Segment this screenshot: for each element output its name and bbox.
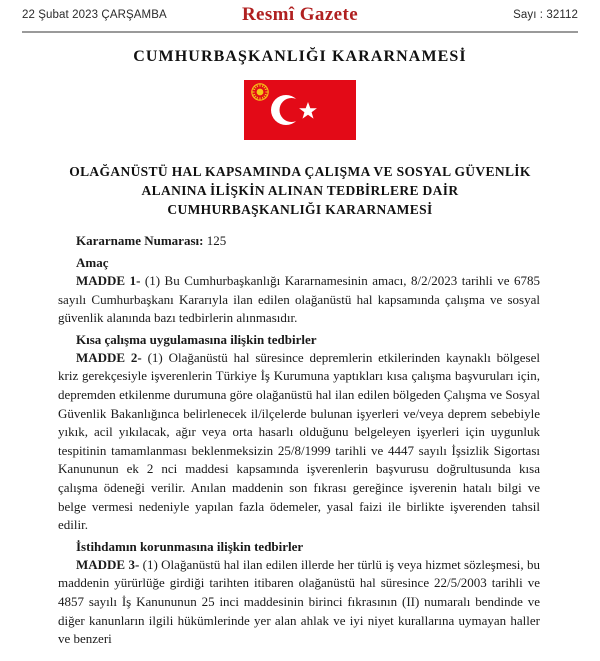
article-paragraph	[58, 272, 540, 328]
section-istihdamin-korunmasi	[58, 539, 540, 649]
article-label: MADDE 1-	[76, 273, 141, 288]
section-amac	[58, 255, 540, 328]
issue-number: Sayı : 32112	[513, 9, 578, 21]
flag-graphic	[244, 80, 356, 140]
article-text: (1) Olağanüstü hal ilan edilen illerde her türlü iş veya hizmet sözleşmesi, bu maddenin yürürlüğe girdiği tarihten itibaren olağanüstü hal süresince 22/5/2003 tarihli ve 4857 sayılı İş Kanununun 25 inci maddesinin birinci fıkrasının (II) numaralı bendinde ve diğer kanunların ilgili hükümlerinde yer alan ahlak ve iyi niyet kurallarına uymayan haller ve benzeri	[58, 556, 540, 647]
document-title-line-3: CUMHURBAŞKANLIĞI KARARNAMESİ	[167, 202, 433, 217]
document-body	[58, 233, 540, 649]
article-paragraph	[58, 556, 540, 649]
decree-number	[58, 233, 540, 249]
decree-number-label: Kararname Numarası:	[76, 233, 204, 248]
section-heading: İstihdamın korunmasına ilişkin tedbirler	[76, 538, 304, 554]
decree-kind-heading: CUMHURBAŞKANLIĞI KARARNAMESİ	[133, 48, 467, 65]
decree-number-value: 125	[206, 233, 227, 248]
section-heading: Kısa çalışma uygulamasına ilişkin tedbirler	[76, 331, 317, 347]
article-label: MADDE 2-	[76, 349, 142, 365]
section-kisa-calisma	[58, 332, 540, 535]
article-text: (1) Bu Cumhurbaşkanlığı Kararnamesinin amacı, 8/2/2023 tarihli ve 6785 sayılı Cumhurbaşkanı Kararıyla ilan edilen olağanüstü hal kapsamında çalışma ve sosyal güvenlik alanında bazı tedbirlerin alınmasıdır.	[58, 273, 540, 326]
document-title-line-1: OLAĞANÜSTÜ HAL KAPSAMINDA ÇALIŞMA VE SOSYAL GÜVENLİK	[69, 164, 531, 179]
article-paragraph	[58, 349, 540, 535]
presidential-sun-icon	[252, 84, 269, 101]
publication-date: 22 Şubat 2023 ÇARŞAMBA	[22, 9, 167, 21]
document-title-line-2: ALANINA İLİŞKİN ALINAN TEDBİRLERE DAİR	[141, 183, 459, 198]
emblem-container	[0, 80, 600, 140]
document-title	[0, 162, 600, 219]
masthead	[0, 0, 600, 30]
section-heading: Amaç	[76, 255, 109, 270]
article-label: MADDE 3-	[76, 556, 140, 572]
header-divider	[22, 31, 578, 33]
gazette-title: Resmî Gazete	[241, 4, 359, 25]
article-text: (1) Olağanüstü hal süresince depremlerin etkilerinden kaynaklı bölgesel kriz gerekçesiyle işverenlerin Türkiye İş Kurumuna yaptıkları kısa çalışma başvuruları için, depremden etkilenme durumuna göre olağanüstü hal ilan edilen bölgeden Çalışma ve Sosyal Güvenlik Bakanlığınca belirlenecek il/ilçelerde bulunan işyerleri ve/veya deprem sebebiyle yıkık, acil yıkılacak, ağır veya orta hasarlı olduğunu belgeleyen işyerleri için uygunluk tespitinin tamamlanması beklenmeksizin 25/8/1999 tarihli ve 4447 sayılı İşsizlik Sigortası Kanununun ek 2 nci maddesi kapsamında işverenlerin başvurusu doğrultusunda kısa çalışma ödeneği verilir. Anılan maddenin son fıkrası gereğince işverenin hatalı bilgi ve belge vermesi nedeniyle yapılan fazla ödemeler, yasal faizi ile birlikte işverenden tahsil edilir.	[58, 349, 540, 533]
turkish-flag-icon	[244, 80, 356, 140]
